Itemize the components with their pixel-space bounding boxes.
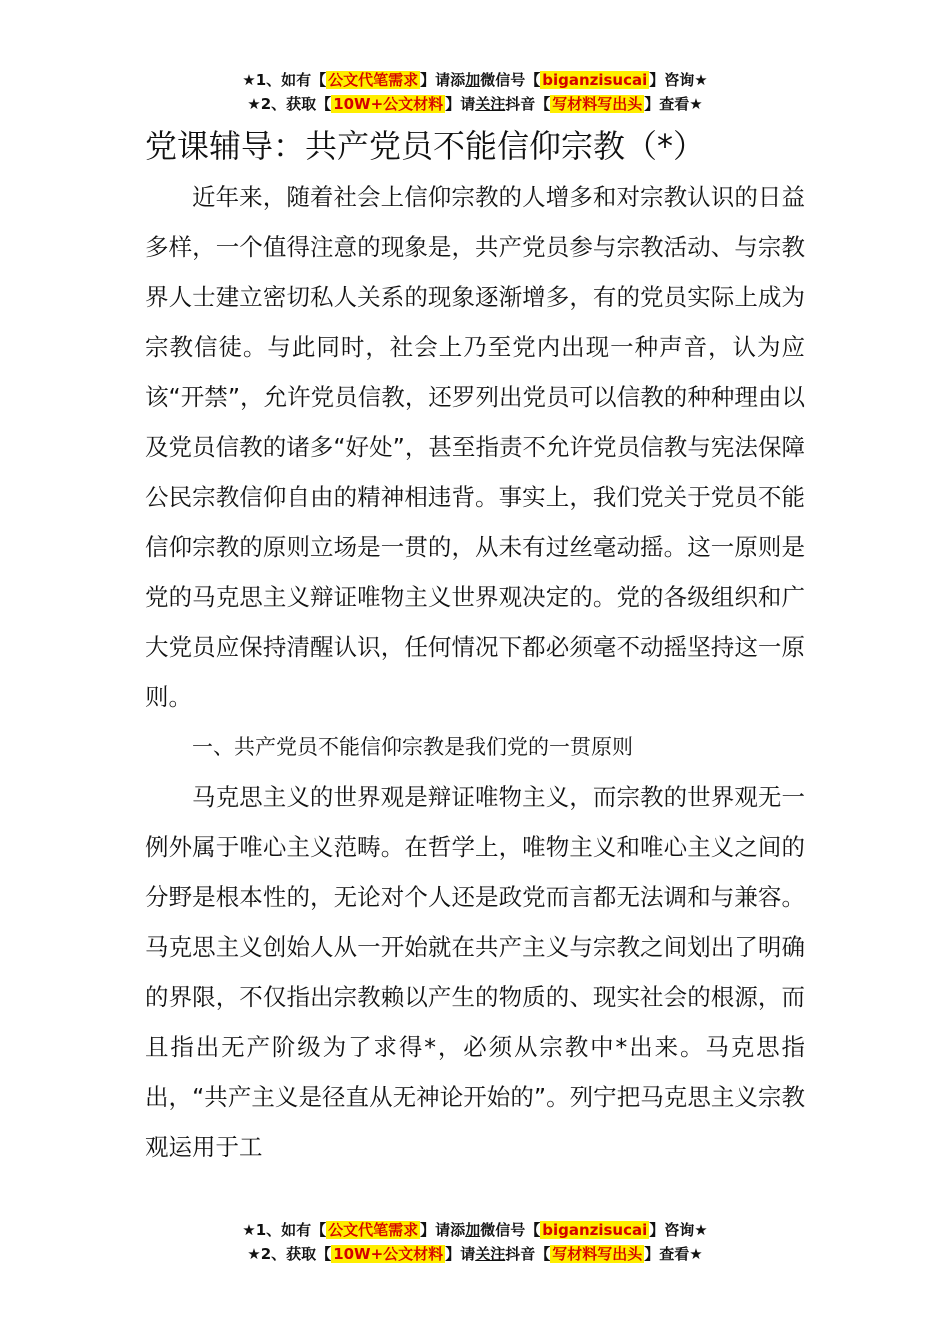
- banner-highlight: 公文代笔需求: [328, 71, 419, 89]
- document-body: [145, 172, 805, 1172]
- footer-banner: [0, 1218, 950, 1266]
- banner-emphasis: 加: [465, 71, 481, 89]
- header-banner: [0, 68, 950, 116]
- banner-line-1: [0, 1218, 950, 1242]
- banner-emphasis: 加: [465, 1221, 481, 1239]
- banner-highlight: 公文代笔需求: [328, 1221, 419, 1239]
- banner-text: 抖音【: [505, 1245, 551, 1263]
- banner-text: 】咨询★: [649, 71, 708, 89]
- banner-douyin-id: 写材料写出头: [552, 95, 643, 113]
- banner-text: ★2、获取【: [247, 1245, 332, 1263]
- section-heading-1: 一、共产党员不能信仰宗教是我们党的一贯原则: [192, 735, 633, 759]
- banner-text: 微信号【: [480, 1221, 541, 1239]
- banner-text: 】查看★: [644, 1245, 703, 1263]
- banner-emphasis: 关注: [475, 1245, 506, 1263]
- banner-text: 】咨询★: [649, 1221, 708, 1239]
- document-title: 党课辅导：共产党员不能信仰宗教（*）: [145, 127, 706, 165]
- banner-text: ★1、如有【: [242, 1221, 327, 1239]
- banner-highlight: 10W+公文材料: [333, 1245, 444, 1263]
- banner-text: 抖音【: [505, 95, 551, 113]
- banner-emphasis: 关注: [475, 95, 506, 113]
- banner-text: ★2、获取【: [247, 95, 332, 113]
- banner-text: 】查看★: [644, 95, 703, 113]
- banner-text: 】请添: [420, 1221, 466, 1239]
- paragraph-section-1: 马克思主义的世界观是辩证唯物主义，而宗教的世界观无一例外属于唯心主义范畴。在哲学上，唯物主义和唯心主义之间的分野是根本性的，无论对个人还是政党而言都无法调和与兼容。马克思主义创始人从一开始就在共产主义与宗教之间划出了明确的界限，不仅指出宗教赖以产生的物质的、现实社会的根源，而且指出无产阶级为了求得*，必须从宗教中*出来。马克思指出，“共产主义是径直从无神论开始的”。列宁把马克思主义宗教观运用于工: [145, 783, 805, 1161]
- banner-line-1: [0, 68, 950, 92]
- banner-text: 】请添: [420, 71, 466, 89]
- paragraph-intro: 近年来，随着社会上信仰宗教的人增多和对宗教认识的日益多样，一个值得注意的现象是，共产党员参与宗教活动、与宗教界人士建立密切私人关系的现象逐渐增多，有的党员实际上成为宗教信徒。与此同时，社会上乃至党内出现一种声音，认为应该“开禁”，允许党员信教，还罗列出党员可以信教的种种理由以及党员信教的诸多“好处”，甚至指责不允许党员信教与宪法保障公民宗教信仰自由的精神相违背。事实上，我们党关于党员不能信仰宗教的原则立场是一贯的，从未有过丝毫动摇。这一原则是党的马克思主义辩证唯物主义世界观决定的。党的各级组织和广大党员应保持清醒认识，任何情况下都必须毫不动摇坚持这一原则。: [145, 183, 805, 711]
- banner-text: 】请: [445, 95, 476, 113]
- banner-line-2: [0, 92, 950, 116]
- banner-text: 】请: [445, 1245, 476, 1263]
- banner-text: 微信号【: [480, 71, 541, 89]
- banner-text: ★1、如有【: [242, 71, 327, 89]
- banner-wechat-id: biganzisucai: [542, 1221, 648, 1239]
- banner-wechat-id: biganzisucai: [542, 71, 648, 89]
- banner-line-2: [0, 1242, 950, 1266]
- banner-highlight: 10W+公文材料: [333, 95, 444, 113]
- banner-douyin-id: 写材料写出头: [552, 1245, 643, 1263]
